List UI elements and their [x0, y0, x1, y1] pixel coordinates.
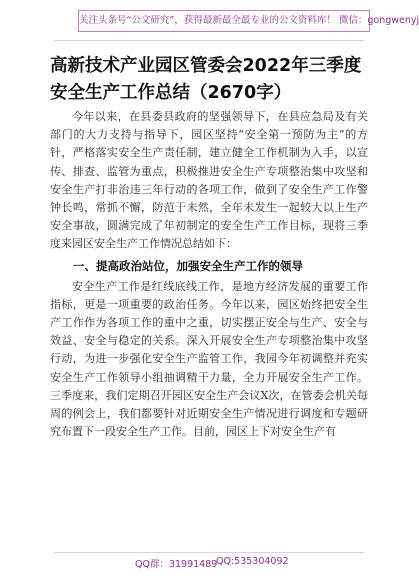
header-divider — [54, 40, 364, 41]
document-body — [50, 108, 368, 441]
qq-contact-label: QQ:535304092 — [216, 556, 289, 567]
section-paragraph: 安全生产工作是红线底线工作，是地方经济发展的重要工作指标，更是一项重要的政治任务。今年以来，园区始终把安全生产工作作为各项工作的重中之重，切实摆正安全与生产、安全与效益、安全与稳定的关系。深入开展安全生产专项整治集中攻坚行动，为进一步强化安全生产监管工作，我园今年初调整并充实安全生产工作领导小组抽调精干力量，全力开展安全生产工作。三季度来，我们定期召开园区安全生产会议X次，在管委会机关每周的例会上，我们都要针对近期安全生产情况进行调度和专题研究布置下一段安全生产工作。目前，园区上下对安全生产有 — [50, 279, 368, 439]
document-title: 高新技术产业园区管委会2022年三季度安全生产工作总结（2670字） — [50, 56, 362, 103]
intro-paragraph: 今年以来，在县委县政府的坚强领导下，在县应急局及有关部门的大力支持与指导下，园区坚持“安全第一预防为主”的方针，严格落实安全生产责任制，建立健全工作机制为入手，以宣传、排查、监管为重点，积极推进安全生产专项整治集中攻坚和安全生产打非治违三年行动的各项工作，做到了安全生产工作警钟长鸣，常抓不懈，防范于未然，全年未发生一起较大以上生产安全事故，圆满完成了年初制定的安全生产工作目标，现将三季度来园区安全生产工作情况总结如下： — [50, 110, 368, 251]
qq-group-label: QQ群：31991489 — [135, 559, 218, 570]
footer-divider — [54, 552, 364, 553]
section-heading: 一、提高政治站位，加强安全生产工作的领导 — [73, 258, 303, 273]
promo-banner: 关注头条号“公文研究”，获得最新最全最专业的公文资料库！ 微信：gongwenyj — [78, 10, 370, 32]
page-footer — [0, 556, 408, 572]
